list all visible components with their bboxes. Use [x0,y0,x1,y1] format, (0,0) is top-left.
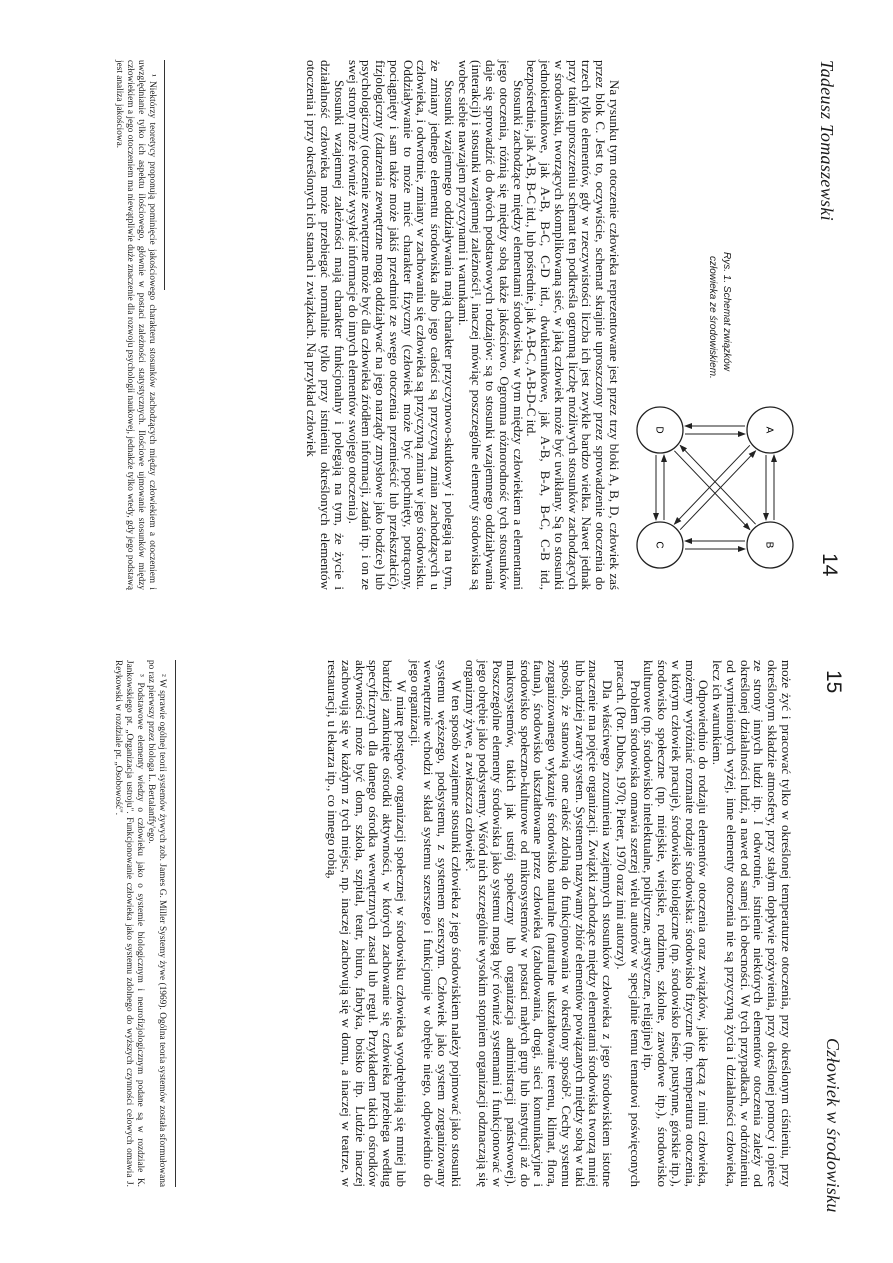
relation-arrow-c-a [680,451,755,530]
running-header-chapter: Człowiek w środowisku [823,1038,843,1213]
main-text [326,660,794,1187]
node-label: C [653,541,665,549]
caption-line: człowieka ze środowiskiem. [707,256,718,379]
page-number: 14 [818,553,841,577]
paragraph: Na rysunku tym otoczenie człowieka reprezentowane jest przez trzy bloki A, B, D, człowiek zaś przez blok C. Jest to, oczywiście, schemat skrajnie uproszczony przez sprowadzenie otoczenia do trzech tylko elementów, gdy w rzeczywistości liczba ich jest zwykle bardzo wielka. Nawet jednak przy takim uproszczeniu schemat ten podkreśla ogromną liczbę możliwych stosunków zachodzących w środowisku, tworzących skomplikowaną sieć, w jaką człowiek może być uwikłany. Są to stosunki jednokierunkowe, jak A-B, B-C, C-D itd., dwukierunkowe, jak A-B, B-A, B-C, C-B itd., bezpośrednie, jak A-B, B-C itd., lub pośrednie, jak A-B-C, A-B-D-C itd. [524,60,622,590]
node-label: A [763,426,775,434]
footnotes [112,660,167,1187]
page-14 [0,0,893,630]
caption-line: Rys. 1. Schemat związków [721,252,732,371]
paragraph: W miarę postępów organizacji społecznej w środowisku człowieka wyodrębniają się mniej lub bardziej zamknięte ośrodki aktywności, w których zachowanie się człowieka przebiega według specyficznych dla danego ośrodka wewnętrznych zasad lub reguł. Przykładem takich ośrodków aktywności może być dom, szkoła, szpital, teatr, biuro, fabryka, boisko itp. Ludzie inaczej zachowują się w każdym z tych miejsc, np. inaczej zachowują się w domu, a inaczej w teatrze, w restauracji, u lekarza itp., co innego robią, [325,660,409,1187]
running-header-author: Tadeusz Tomaszewski [817,60,837,221]
page-number: 15 [822,670,845,694]
main-text [305,60,621,590]
relation-arrow-b-d [680,445,755,524]
paragraph: Odpowiednio do rodzaju elementów otoczenia oraz związków, jakie łączą z nimi człowieka, możemy wyróżniać rozmaite rodzaje środowiska: środowisko fizyczne (np. temperatura otoczenia, w którym człowiek pracuje), środowisko biologiczne (np. środowisko leśne, pustynne, górskie itp.), środowisko społeczne (np. miejskie, wiejskie, rodzinne, szkolne, zawodowe itp.), środowisko kulturowe (np. środowisko intelektualne, polityczne, artystyczne, religijne) itp. [641,660,712,1187]
page-15 [0,630,893,1260]
footnotes [113,60,157,590]
paragraph: Stosunki zachodzące między elementami środowiska, w tym między człowiekiem a elementami jego otoczenia, różnią się między sobą także jakościowo. Ogromna różnorodność tych stosunków daje się sprowadzić do dwóch podstawowych rodzajów: są to stosunki wzajemnego oddziaływania (interakcji) i stosunki wzajemnej zależności¹, inaczej mówiąc poszczególne elementy środowiska są wobec siebie nawzajem przyczynami i warunkami. [455,60,526,590]
figure-caption [705,252,733,379]
footnote: ¹ Niektórzy teoretycy proponują pominięcie jakościowego charakteru stosunków zachodzących między człowiekiem a otoczeniem i uwzględnianie tylko ich aspektu ilościowego, głównie w postaci zależności statystycznych. Ilościowe ujmowanie stosunków między człowiekiem a jego otoczeniem ma niewątpliwie duże znaczenie dla rozwoju psychologii naukowej, jednakże tylko wtedy, gdy jego podstawą jest analiza jakościowa. [114,60,157,590]
paragraph: Stosunki wzajemnej zależności mają charakter funkcjonalny i polegają na tym, że życie i działalność człowieka może przebiegać normalnie tylko przy istnieniu określonych elementów otoczenia i przy określonych ich stanach i związkach. Na przykład człowiek [304,60,347,590]
paragraph: Stosunki wzajemnego oddziaływania mają charakter przyczynowo-skutkowy i polegają na tym, że zmiany jednego elementu środowiska albo jego całości są przyczyną zmian zachodzących u człowieka, i odwrotnie, zmiany w zachowaniu się człowieka są przyczyną zmian w jego środowisku. Oddziaływanie to może mieć charakter fizyczny (człowiek może być popchnięty, potrącony, pociągnięty i sam także może jakiś przedmiot ze swego otoczenia przemieścić lub przekształcić), fizjologiczny (zdarzenia zewnętrzne mogą oddziaływać na jego narządy zmysłowe jako bodźce) lub psychologiczny (otoczenie zewnętrzne może być dla człowieka źródłem informacji, zadań itp. i on ze swej strony może również wysyłać informacje do innych elementów swojego otoczenia). [345,60,457,590]
relation-arrow-a-c [674,445,749,524]
paragraph: może żyć i pracować tylko w określonej temperaturze otoczenia, przy określonym ciśnieniu, przy określonym składzie atmosfery, przy stałym dopływie pożywienia, przy określonej pomocy i opiece ze strony innych ludzi itp. I odwrotnie, istnienie niektórych elementów otoczenia zależy od określonej działalności ludzi, a nawet od samej ich obecności. W tych przypadkach, w odróżnieniu od wymienionych wyżej, inne elementy otoczenia nie są przyczyną życia i działalności człowieka, lecz ich warunkiem. [710,660,794,1187]
footnote-rule [164,60,165,290]
footnote: ³ Podstawowe elementy wiedzy o człowieku jako o systemie biologicznym i neurofizjologicznym podane są w rozdziale K. Jankowskiego pt. „Organizacja ustroju". Funkcjonowanie człowieka jako systemu zdolnego do wyższych czynności celowych omawia J. Reykowski w rozdziale pt. „Osobowość". [113,660,145,1187]
paragraph: W ten sposób wzajemne stosunki człowieka z jego środowiskiem należy pojmować jako stosunki systemu węższego, podsystemu, z systemem szerszym. Człowiek jako system zorganizowany wewnętrznie wchodzi w skład systemu szerszego i funkcjonuje w obrębie niego, odpowiednio do jego organizacji. [407,660,464,1187]
footnote: ² W sprawie ogólnej teorii systemów żywych zob. James G. Miller Systemy żywe (1969). Ogólna teoria systemów została sformułowana po raz pierwszy przez biologa L. Bertalanffy'ego. [146,660,167,1187]
node-label: D [653,426,665,434]
page-15-spread-half [0,630,893,1260]
footnote-rule [175,660,176,1187]
node-label: B [763,541,775,549]
page-14-spread-half [0,0,893,630]
relation-arrow-d-b [674,451,749,530]
paragraph: Dla właściwego zrozumienia wzajemnych stosunków człowieka z jego środowiskiem istotne znaczenie ma pojęcie organizacji. Związki zachodzące między elementami środowiska tworzą mniej lub bardziej zwarty system. Systemem nazywamy zbiór elementów powiązanych między sobą w taki sposób, że stanowią one całość zdolną do funkcjonowania w określony sposób². Cechy systemu zorganizowanego wykazuje środowisko naturalne (naturalne ukształtowanie terenu, klimat, flora, fauna), środowisko ukształtowane przez człowieka (zabudowania, drogi, sieci komunikacyjne i środowisko społeczno-kulturowe od mikrosystemów w postaci małych grup lub instytucji aż do makrosystemów, takich jak ustrój społeczny lub organizacja administracji państwowej). Poszczególne elementy środowiska jako systemu mogą być również systemami i funkcjonować w jego obrębie jako podsystemy. Wśród nich szczególnie wysokim stopniem organizacji odznaczają się organizmy żywe, a zwłaszcza człowiek³. [462,660,616,1187]
paragraph: Problem środowiska omawia szerzej wielu autorów w specjalnie temu tematowi poświęconych pracach. (Por. Dubos, 1970; Pieter, 1970 oraz inni autorzy). [614,660,643,1187]
environment-relations-diagram [628,380,808,600]
